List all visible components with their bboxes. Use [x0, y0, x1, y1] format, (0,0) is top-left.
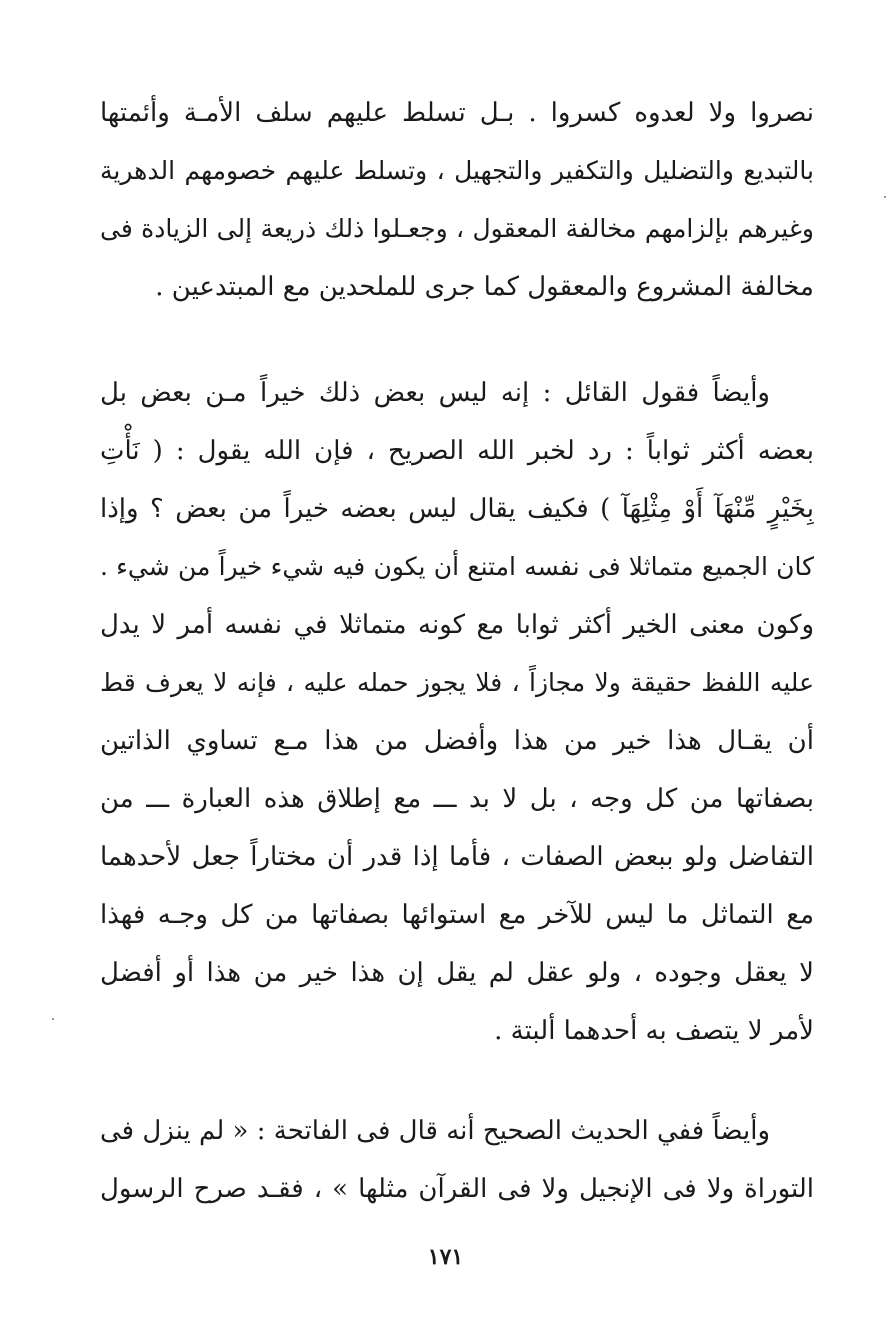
text-line: نصروا ولا لعدوه كسروا . بـل تسلط عليهم سلف الأمـة وأئمتها: [100, 98, 814, 128]
text-line: بعضه أكثر ثواباً : رد لخبر الله الصريح ، فإن الله يقول : ( نَأْتِ: [100, 436, 814, 466]
text-line: وأيضاً ففي الحديث الصحيح أنه قال فى الفاتحة : « لم ينزل فى: [100, 1116, 770, 1146]
page-number: ١٧١: [427, 1244, 464, 1270]
paragraph-1: [100, 84, 814, 316]
text-line: وغيرهم بإلزامهم مخالفة المعقول ، وجعـلوا ذلك ذريعة إلى الزيادة فى: [100, 214, 814, 243]
text-line: لأمر لا يتصف به أحدهما ألبتة .: [494, 1016, 814, 1046]
scan-speck: [52, 1018, 54, 1020]
text-line: مخالفة المشروع والمعقول كما جرى للملحدين مع المبتدعين .: [155, 272, 814, 302]
text-line: كان الجميع متماثلا فى نفسه امتنع أن يكون فيه شيء خيراً من شيء .: [100, 552, 814, 581]
scan-speck: [884, 196, 886, 198]
text-line: بالتبديع والتضليل والتكفير والتجهيل ، وتسلط عليهم خصومهم الدهرية: [100, 156, 814, 185]
text-line: لا يعقل وجوده ، ولو عقل لم يقل إن هذا خير من هذا أو أفضل: [100, 958, 814, 988]
paragraph-2: [100, 364, 814, 1060]
text-line: بصفاتها من كل وجه ، بل لا بد ـــ مع إطلاق هذه العبارة ـــ من: [100, 784, 814, 814]
text-line: وأيضاً فقول القائل : إنه ليس بعض ذلك خيراً مـن بعض بل: [100, 378, 770, 408]
text-line: عليه اللفظ حقيقة ولا مجازاً ، فلا يجوز حمله عليه ، فإنه لا يعرف قط: [100, 668, 814, 697]
text-line: التفاضل ولو ببعض الصفات ، فأما إذا قدر أن مختاراً جعل لأحدهما: [100, 842, 814, 872]
text-line: وكون معنى الخير أكثر ثوابا مع كونه متماثلا في نفسه أمر لا يدل: [100, 610, 814, 640]
text-line: أن يقـال هذا خير من هذا وأفضل من هذا مـع تساوي الذاتين: [100, 726, 814, 756]
text-line: التوراة ولا فى الإنجيل ولا فى القرآن مثلها » ، فقـد صرح الرسول: [100, 1174, 814, 1204]
text-line: مع التماثل ما ليس للآخر مع استوائها بصفاتها من كل وجـه فهذا: [100, 900, 814, 930]
text-line: بِخَيْرٍ مِّنْهَآ أَوْ مِثْلِهَآ ) فكيف يقال ليس بعضه خيراً من بعض ؟ وإذا: [100, 494, 814, 524]
paragraph-3: [100, 1102, 814, 1218]
